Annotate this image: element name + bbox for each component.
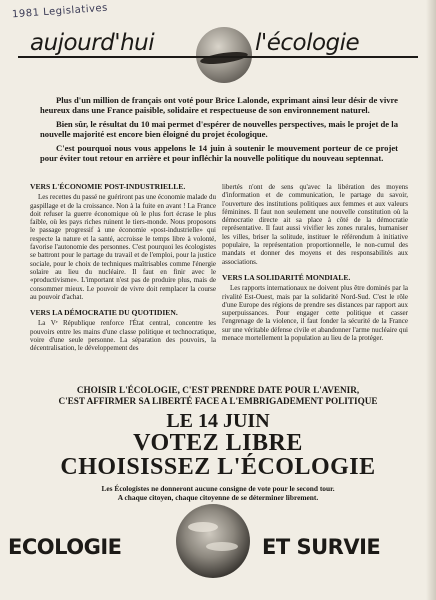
handwritten-annotation: 1981 Legislatives bbox=[11, 2, 109, 21]
vote-note bbox=[40, 484, 396, 502]
masthead-title-right: l'écologie bbox=[255, 30, 360, 56]
slogan bbox=[40, 385, 396, 407]
column-left bbox=[30, 183, 216, 361]
headline-line-2: CHOISISSEZ L'ÉCOLOGIE bbox=[60, 454, 376, 480]
slogan-line-1: CHOISIR L'ÉCOLOGIE, C'EST PRENDRE DATE POUR L'AVENIR, bbox=[76, 385, 360, 395]
footer-right-text: ET SURVIE bbox=[262, 535, 381, 559]
headline-line-1: VOTEZ LIBRE bbox=[133, 430, 303, 456]
intro-paragraph-3: C'est pourquoi nous vous appelons le 14 juin à soutenir le mouvement porteur de ce projet pour éviter tout retour en arrière et pour infléchir la nouvelle politique du nouveau septennat. bbox=[40, 142, 398, 164]
earth-icon bbox=[176, 504, 250, 578]
masthead-title-left: aujourd'hui bbox=[30, 30, 155, 56]
headline-date: LE 14 JUIN bbox=[166, 410, 270, 432]
intro-paragraph-2: Bien sûr, le résultat du 10 mai permet d'espérer de nouvelles perspectives, mais le projet de la nouvelle majorité est encore bien éloigné du projet écologique. bbox=[40, 118, 398, 140]
slogan-line-2: C'EST AFFIRMER SA LIBERTÉ FACE A L'EMBRIGADEMENT POLITIQUE bbox=[58, 396, 378, 406]
footer-left-text: ECOLOGIE bbox=[8, 535, 122, 559]
intro-text bbox=[40, 95, 398, 166]
vote-note-line-2: A chaque citoyen, chaque citoyenne de se déterminer librement. bbox=[117, 493, 319, 502]
intro-paragraph-1: Plus d'un million de français ont voté pour Brice Lalonde, exprimant ainsi leur désir de vivre heureux dans une France paisible, solidaire et respectueuse de son environnement naturel. bbox=[40, 95, 398, 116]
section-heading-solidarite: VERS LA SOLIDARITÉ MONDIALE. bbox=[222, 272, 351, 282]
section-body-solidarite: Les rapports internationaux ne doivent plus être dominés par la rivalité Est-Ouest, mais par la solidarité Nord-Sud. C'est le rôle d'une Europe des régions de prendre ses distances par rapport aux superpuissances. Pour engager cette politique et casser l'engrenage de la violence, il faut fonder la sécurité de la France sur une véritable défense civile et abandonner l'arme nucléaire qui menace mortellement la population au lieu de la protéger. bbox=[222, 284, 408, 343]
section-body-democratie: La Vᵉ République renforce l'État central, concentre les pouvoirs entre les mains d'une classe politique et technocratique, voire d'une seule personne. La séparation des pouvoirs, la décentralisation, le développement des bbox=[30, 319, 216, 353]
section-heading-democratie: VERS LA DÉMOCRATIE DU QUOTIDIEN. bbox=[30, 308, 178, 318]
masthead-logo-icon bbox=[196, 27, 252, 83]
section-heading-economie: VERS L'ÉCONOMIE POST-INDUSTRIELLE. bbox=[30, 182, 186, 191]
column-right bbox=[222, 183, 408, 350]
masthead-rule bbox=[18, 56, 418, 58]
section-body-libertes: libertés n'ont de sens qu'avec la libération des moyens d'information et de communication, le partage du savoir, l'ouverture des institutions politiques aux femmes et aux valeurs féminines. Il faut non seulement une nouvelle constitution où la démocratie directe ait sa place à côté de la démocratie représentative. Il faut aussi vivifier les zones rurales, humaniser les villes, briser la solitude, instituer le référendum à initiative populaire, la représentation proportionnelle, le non-cumul des mandats et donner des moyens et des responsabilités aux associations. bbox=[222, 183, 408, 266]
vote-note-line-1: Les Écologistes ne donneront aucune consigne de vote pour le second tour. bbox=[101, 484, 335, 493]
section-body-economie: Les recettes du passé ne guériront pas une économie malade du gaspillage et de la croissance. Non à la fuite en avant ! La France doit refuser la guerre économique où le plus fort écrase le plus faible, où les pays riches ruinent le tiers-monde. Nous proposons le passage progressif à une économie «post-industrielle» qui respecte la nature et la santé, accroisse le temps libre à volonté, favorise l'autonomie des personnes. C'est pourquoi les écologistes se battront pour le partage du travail et de l'emploi, pour la justice sociale, pour le choix de techniques maîtrisables comme l'énergie solaire au lieu du nucléaire. Il faut en finir avec le «productivisme». L'important n'est pas de produire plus, mais de consommer mieux. Le pouvoir de vivre doit remplacer la course au pouvoir d'achat. bbox=[30, 193, 216, 301]
